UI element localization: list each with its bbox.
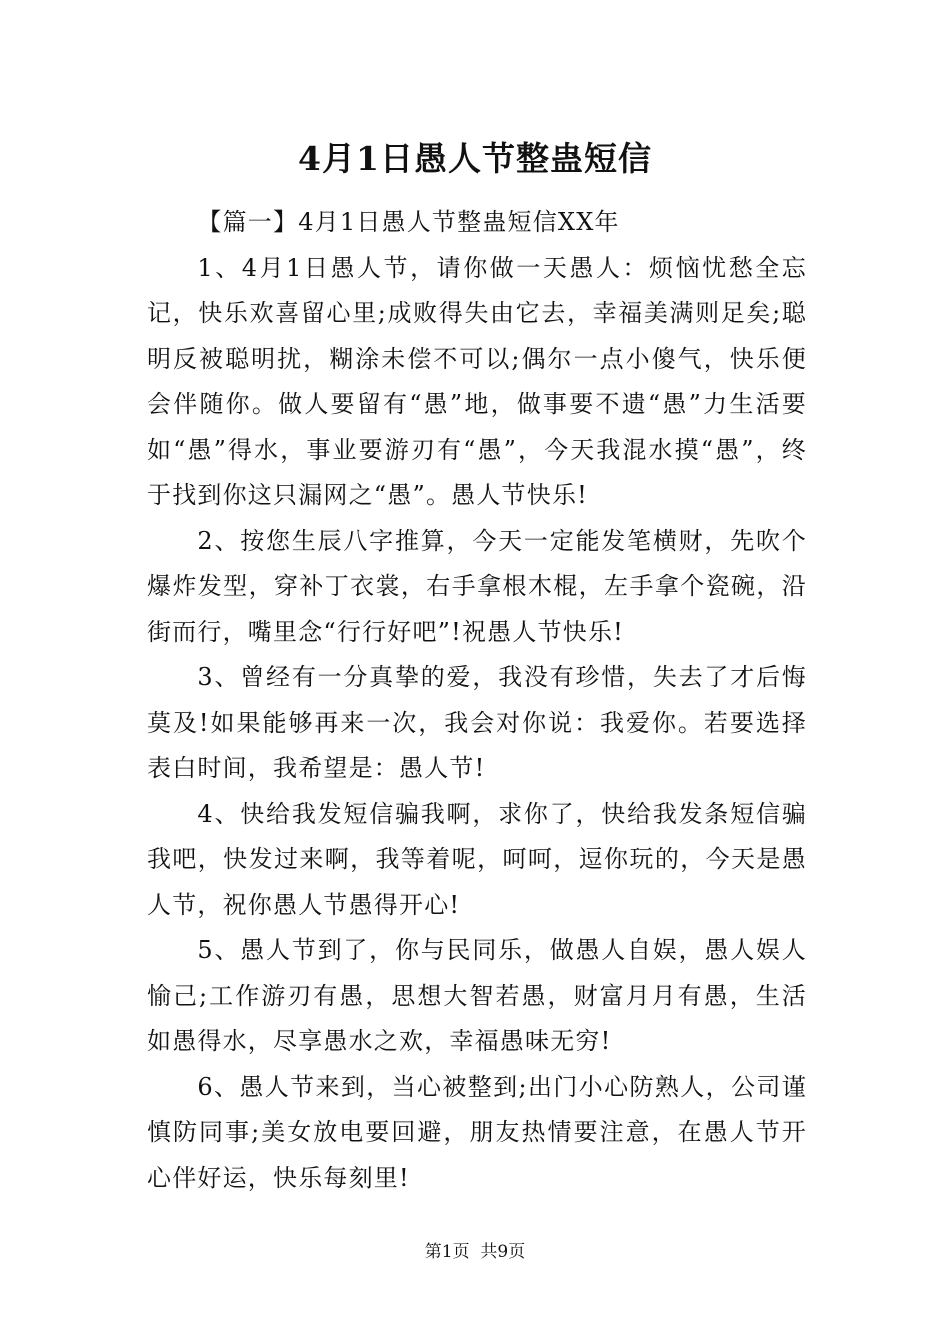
paragraph-1: 1、4月1日愚人节，请你做一天愚人：烦恼忧愁全忘记，快乐欢喜留心里;成败得失由它去，幸福美满则足矣;聪明反被聪明扰，糊涂未偿不可以;偶尔一点小傻气，快乐便会伴随你。做人要留有“愚”地，做事要不遗“愚”力生活要如“愚”得水，事业要游刃有“愚”，今天我混水摸“愚”，终于找到你这只漏网之“愚”。愚人节快乐!	[147, 253, 807, 509]
paragraph-6: 6、愚人节来到，当心被整到;出门小心防熟人，公司谨慎防同事;美女放电要回避，朋友热情要注意，在愚人节开心伴好运，快乐每刻里!	[147, 1072, 807, 1192]
paragraph-4: 4、快给我发短信骗我啊，求你了，快给我发条短信骗我吧，快发过来啊，我等着呢，呵呵，逗你玩的，今天是愚人节，祝你愚人节愚得开心!	[147, 799, 807, 919]
document-title: 4月1日愚人节整蛊短信	[298, 139, 652, 178]
paragraph-2: 2、按您生辰八字推算，今天一定能发笔横财，先吹个爆炸发型，穿补丁衣裳，右手拿根木棍，左手拿个瓷碗，沿街而行，嘴里念“行行好吧”!祝愚人节快乐!	[147, 526, 807, 646]
document-body	[147, 200, 807, 1201]
page-footer	[0, 1240, 950, 1264]
section-heading: 【篇一】4月1日愚人节整蛊短信XX年	[197, 208, 620, 236]
paragraph-5: 5、愚人节到了，你与民同乐，做愚人自娱，愚人娱人愉己;工作游刃有愚，思想大智若愚，财富月月有愚，生活如愚得水，尽享愚水之欢，幸福愚味无穷!	[147, 936, 807, 1055]
paragraph-3: 3、曾经有一分真挚的爱，我没有珍惜，失去了才后悔莫及!如果能够再来一次，我会对你说：我爱你。若要选择表白时间，我希望是：愚人节!	[147, 663, 807, 782]
page-number: 第1页 共9页	[424, 1242, 526, 1262]
